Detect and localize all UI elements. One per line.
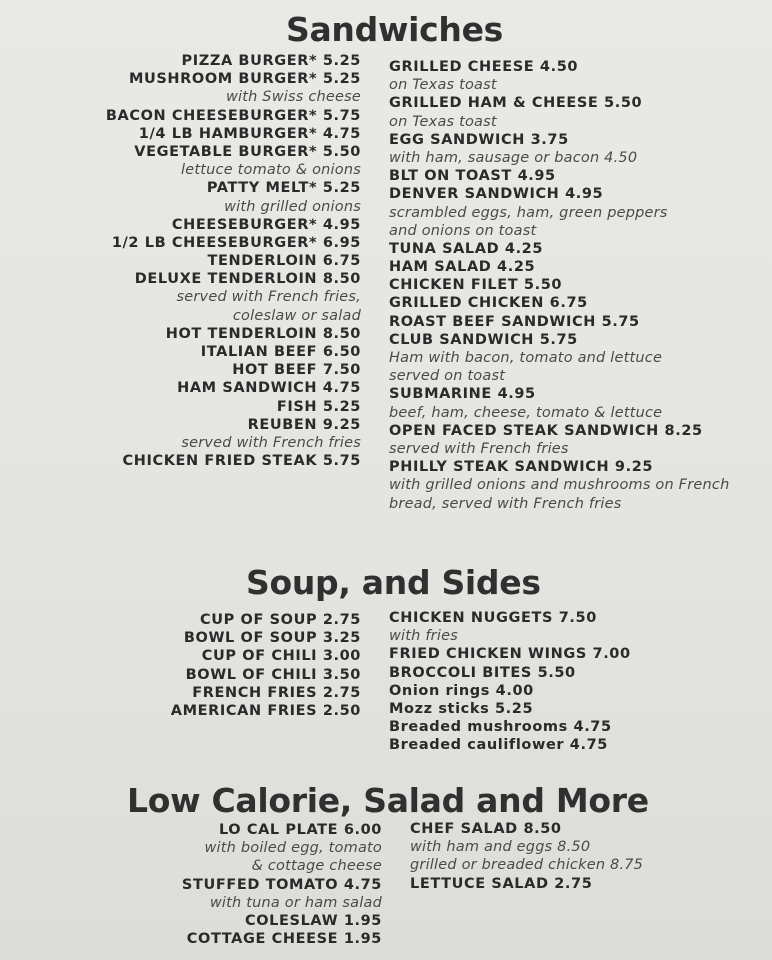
menu-item: ITALIAN BEEF 6.50 <box>200 344 361 360</box>
menu-item-description: served with French fries <box>181 434 361 451</box>
menu-item: BLT ON TOAST 4.95 <box>389 168 556 185</box>
menu-item: CUP OF SOUP 2.75 <box>200 612 361 628</box>
menu-item-description: served with French fries <box>389 440 569 457</box>
menu-item-description: with ham, sausage or bacon 4.50 <box>389 149 638 166</box>
menu-item: AMERICAN FRIES 2.50 <box>170 702 361 719</box>
menu-item: BROCCOLI BITES 5.50 <box>389 664 576 681</box>
menu-item: 1/2 LB CHEESEBURGER* 6.95 <box>111 234 361 251</box>
menu-item: CHEF SALAD 8.50 <box>410 821 562 837</box>
menu-item: CHICKEN NUGGETS 7.50 <box>389 610 597 626</box>
menu-item: HAM SANDWICH 4.75 <box>177 380 361 397</box>
menu-item-description: with fries <box>389 628 458 645</box>
menu-item: CHEESEBURGER* 4.95 <box>171 216 361 233</box>
menu-item: PATTY MELT* 5.25 <box>206 180 361 197</box>
menu-item: GRILLED CHICKEN 6.75 <box>389 295 588 312</box>
menu-item-description: coleslaw or salad <box>232 307 361 324</box>
menu-item: COLESLAW 1.95 <box>245 912 382 929</box>
menu-item: COTTAGE CHEESE 1.95 <box>186 931 382 948</box>
menu-item-description: lettuce tomato & onions <box>181 162 361 179</box>
low-calorie-right-column <box>410 820 643 893</box>
menu-item: BOWL OF SOUP 3.25 <box>183 630 361 647</box>
menu-item: CHICKEN FILET 5.50 <box>389 277 563 294</box>
menu-item-description: and onions on toast <box>389 222 537 239</box>
menu-item-description: with grilled onions and mushrooms on French <box>389 477 730 494</box>
menu-item: BOWL OF CHILI 3.50 <box>185 666 361 683</box>
menu-item: MUSHROOM BURGER* 5.25 <box>128 71 361 88</box>
menu-item: HOT TENDERLOIN 8.50 <box>165 325 361 342</box>
menu-item: Breaded mushrooms 4.75 <box>389 719 612 736</box>
section-title-low-calorie: Low Calorie, Salad and More <box>127 781 649 820</box>
menu-item: BACON CHEESEBURGER* 5.75 <box>105 107 361 124</box>
sandwiches-right-column <box>389 58 729 513</box>
menu-item-description: on Texas toast <box>389 113 497 130</box>
sandwiches-left-column <box>106 52 361 470</box>
menu-item: PIZZA BURGER* 5.25 <box>181 53 361 69</box>
menu-item-description: with grilled onions <box>224 198 361 215</box>
soup-sides-right-column <box>389 609 631 755</box>
menu-item-description: scrambled eggs, ham, green peppers <box>389 204 668 221</box>
menu-item: EGG SANDWICH 3.75 <box>389 131 569 148</box>
menu-item: CHICKEN FRIED STEAK 5.75 <box>122 453 361 470</box>
menu-item: CUP OF CHILI 3.00 <box>201 648 361 665</box>
menu-item: TENDERLOIN 6.75 <box>207 253 361 270</box>
menu-item: CLUB SANDWICH 5.75 <box>389 331 578 348</box>
menu-item: HOT BEEF 7.50 <box>232 362 361 379</box>
menu-item: FRIED CHICKEN WINGS 7.00 <box>389 646 631 663</box>
section-title-soup-sides: Soup, and Sides <box>246 563 541 602</box>
low-calorie-left-column <box>182 821 382 948</box>
menu-item: Breaded cauliflower 4.75 <box>389 737 608 754</box>
menu-item: TUNA SALAD 4.25 <box>389 240 544 257</box>
menu-item: GRILLED CHEESE 4.50 <box>389 59 579 75</box>
menu-item: HAM SALAD 4.25 <box>389 259 536 276</box>
menu-item: LETTUCE SALAD 2.75 <box>410 875 593 892</box>
menu-item-description: grilled or breaded chicken 8.75 <box>410 857 644 874</box>
menu-item: VEGETABLE BURGER* 5.50 <box>134 143 361 160</box>
menu-item-description: beef, ham, cheese, tomato & lettuce <box>389 404 663 421</box>
menu-item: FISH 5.25 <box>276 398 361 415</box>
menu-item-description: with boiled egg, tomato <box>204 840 382 857</box>
section-title-sandwiches: Sandwiches <box>286 10 504 49</box>
menu-item: SUBMARINE 4.95 <box>389 386 536 403</box>
menu-item-description: served on toast <box>389 368 506 385</box>
menu-item-description: on Texas toast <box>389 77 497 94</box>
menu-item: ROAST BEEF SANDWICH 5.75 <box>389 313 640 330</box>
soup-sides-left-column <box>171 611 361 720</box>
menu-item: Onion rings 4.00 <box>389 682 534 699</box>
menu-item-description: bread, served with French fries <box>389 495 622 512</box>
menu-item: STUFFED TOMATO 4.75 <box>181 876 382 893</box>
menu-item: FRENCH FRIES 2.75 <box>192 684 361 701</box>
menu-item: DENVER SANDWICH 4.95 <box>389 186 604 203</box>
menu-item: REUBEN 9.25 <box>247 416 361 433</box>
menu-item: LO CAL PLATE 6.00 <box>218 822 382 838</box>
menu-item-description: & cottage cheese <box>251 858 382 875</box>
menu-item-description: Ham with bacon, tomato and lettuce <box>389 350 663 366</box>
menu-item-description: with ham and eggs 8.50 <box>410 839 591 856</box>
menu-item-description: with Swiss cheese <box>225 89 361 106</box>
menu-item-description: with tuna or ham salad <box>209 894 382 911</box>
menu-item-description: served with French fries, <box>176 289 361 306</box>
menu-item: DELUXE TENDERLOIN 8.50 <box>134 271 361 288</box>
menu-item: PHILLY STEAK SANDWICH 9.25 <box>389 459 654 476</box>
menu-item: 1/4 LB HAMBURGER* 4.75 <box>138 125 361 142</box>
menu-item: GRILLED HAM & CHEESE 5.50 <box>389 95 643 112</box>
menu-item: Mozz sticks 5.25 <box>389 700 534 717</box>
menu-item: OPEN FACED STEAK SANDWICH 8.25 <box>389 422 703 439</box>
